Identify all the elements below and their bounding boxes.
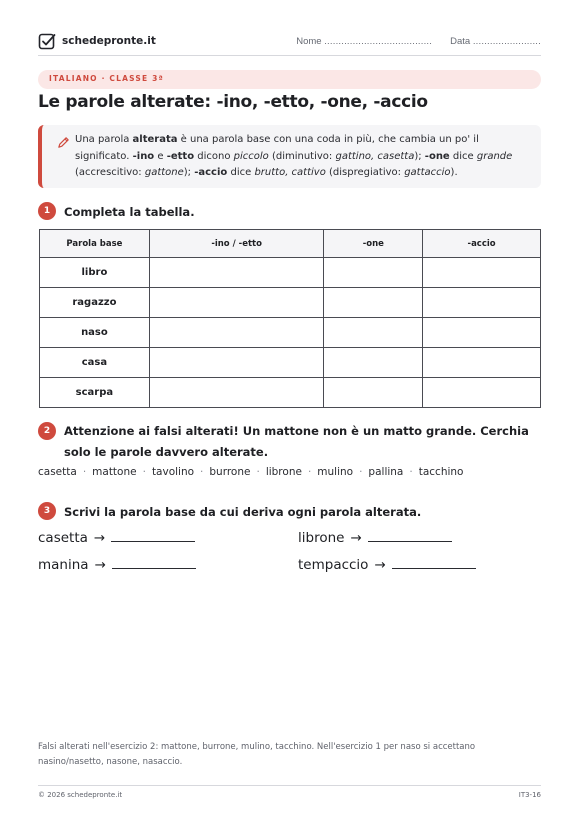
category-label: ITALIANO · CLASSE 3ª [49, 74, 164, 83]
table-header-row [40, 230, 541, 258]
table-row [40, 288, 541, 318]
word-option[interactable]: burrone [209, 466, 251, 478]
answer-line[interactable] [392, 568, 476, 569]
answer-line[interactable] [368, 541, 452, 542]
name-field[interactable] [296, 36, 432, 47]
word-separator: · [142, 466, 146, 478]
answer-line[interactable] [112, 568, 196, 569]
answer-cell-accio[interactable] [423, 288, 541, 318]
word-option[interactable]: mattone [92, 466, 137, 478]
arrow-icon: → [93, 530, 106, 546]
word-separator: · [359, 466, 363, 478]
header-fields [296, 36, 541, 47]
exercise-1-instruction: Completa la tabella. [64, 205, 195, 219]
page-title: Le parole alterate: -ino, -etto, -one, -accio [38, 92, 428, 112]
name-dots: ...................................... [324, 35, 433, 47]
page-header [38, 30, 541, 52]
pencil-icon [57, 136, 70, 149]
checklist-logo-icon [38, 32, 56, 50]
answer-cell-ino-etto[interactable] [149, 258, 324, 288]
word-option[interactable]: tacchino [418, 466, 464, 478]
word-separator: · [200, 466, 204, 478]
table-header-cell: -ino / -etto [149, 230, 324, 258]
answer-cell-ino-etto[interactable] [149, 318, 324, 348]
answer-cell-ino-etto[interactable] [149, 288, 324, 318]
word-separator: · [307, 466, 312, 478]
table-row [40, 378, 541, 408]
word-separator: · [409, 466, 413, 478]
answer-line[interactable] [111, 541, 195, 542]
derivation-item [38, 530, 195, 546]
date-dots: ........................ [472, 35, 541, 47]
table-row [40, 258, 541, 288]
base-word-cell: casa [40, 348, 150, 378]
date-label: Data [450, 35, 471, 47]
derivation-item [298, 530, 452, 546]
word-option[interactable]: pallina [368, 466, 404, 478]
altered-word: librone [298, 530, 345, 546]
category-pill [38, 70, 541, 89]
word-option[interactable]: casetta [38, 466, 77, 478]
date-field[interactable] [450, 36, 541, 47]
answer-key-note: Falsi alterati nell'esercizio 2: mattone, burrone, mulino, tacchino. Nell'esercizio 1 per naso si accettano nasino/nasetto, nasone, nasaccio. [38, 742, 476, 767]
word-option[interactable]: librone [265, 466, 302, 478]
explanation-text: Una parola alterata è una parola base con una coda in più, che cambia un po' il significato. -ino e -etto dicono piccolo (diminutivo: gattino, casetta); -one dice grande (accrescitivo: gattone); -accio dice brutto, cattivo (dispregiativo: gattaccio). [75, 134, 513, 178]
table-header-cell: -accio [423, 230, 541, 258]
answer-cell-ino-etto[interactable] [149, 348, 324, 378]
word-separator: · [82, 466, 87, 478]
answer-cell-accio[interactable] [423, 348, 541, 378]
base-word-cell: scarpa [40, 378, 150, 408]
word-separator: · [256, 466, 260, 478]
answer-cell-one[interactable] [324, 258, 423, 288]
exercise-1-heading [38, 202, 195, 223]
worksheet-code: IT3-16 [518, 791, 541, 799]
base-word-cell: naso [40, 318, 150, 348]
derivation-item [38, 557, 196, 573]
answer-cell-one[interactable] [324, 348, 423, 378]
answer-cell-one[interactable] [324, 318, 423, 348]
arrow-icon: → [94, 557, 106, 573]
table-header-cell: -one [324, 230, 423, 258]
exercise-3-heading [38, 502, 421, 523]
footer-divider [38, 785, 541, 786]
altered-word: tempaccio [298, 557, 369, 573]
altered-word: manina [38, 557, 89, 573]
copyright: © 2026 schedepronte.it [38, 791, 123, 799]
exercise-2-number: 2 [38, 422, 56, 440]
exercise-3-number: 3 [38, 502, 56, 520]
arrow-icon: → [350, 530, 362, 546]
altered-word: casetta [38, 530, 88, 546]
exercise-2-instruction: Attenzione ai falsi alterati! Un mattone non è un matto grande. Cerchia solo le parole davvero alterate. [64, 424, 529, 459]
table-header-cell: Parola base [40, 230, 150, 258]
alterations-table [39, 229, 541, 408]
answer-cell-one[interactable] [324, 378, 423, 408]
base-word-cell: ragazzo [40, 288, 150, 318]
answer-cell-accio[interactable] [423, 378, 541, 408]
exercise-1-number: 1 [38, 202, 56, 220]
word-option[interactable]: mulino [317, 466, 354, 478]
header-divider [38, 55, 541, 56]
table-row [40, 348, 541, 378]
table-row [40, 318, 541, 348]
word-option[interactable]: tavolino [151, 466, 195, 478]
answer-cell-accio[interactable] [423, 318, 541, 348]
answer-cell-ino-etto[interactable] [149, 378, 324, 408]
name-label: Nome [296, 35, 322, 47]
exercise-3-instruction: Scrivi la parola base da cui deriva ogni parola alterata. [64, 505, 422, 519]
explanation-box [38, 125, 541, 188]
site-name: schedepronte.it [62, 35, 156, 47]
word-list [38, 466, 463, 478]
answer-cell-one[interactable] [324, 288, 423, 318]
base-word-cell: libro [40, 258, 150, 288]
arrow-icon: → [374, 557, 386, 573]
answer-cell-accio[interactable] [423, 258, 541, 288]
derivation-item [298, 557, 476, 573]
exercise-2-heading [38, 421, 541, 463]
